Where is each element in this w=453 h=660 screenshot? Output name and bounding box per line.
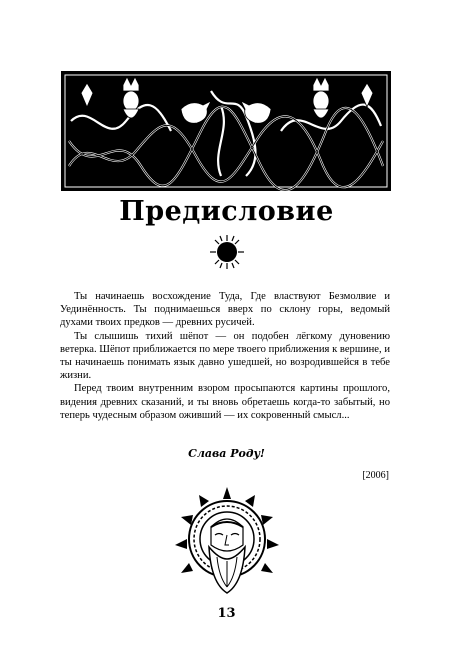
page-title: Предисловие — [119, 196, 334, 227]
closing-slogan: Слава Роду! — [188, 447, 265, 460]
bearded-face-medallion-icon — [175, 487, 279, 605]
paragraph-2: Ты слышишь тихий шёпот — он подобен лёгкому дуновению ветерка. Шёпот приближается по мере твоего приближения к вершине, и ты начинаешь понимать язык давно ушедшей, но возродившейся в тебе жизни. — [60, 330, 390, 382]
preface-body — [60, 290, 390, 422]
sun-ornament-icon — [209, 234, 245, 270]
paragraph-3: Перед твоим внутренним взором просыпаются картины прошлого, видения древних сказаний, и ты вновь обретаешь когда-то забытый, но теперь чудесным образом оживший — их сокровенный смысл... — [60, 383, 390, 421]
year-note: [2006] — [362, 470, 389, 481]
page-number: 13 — [217, 606, 236, 621]
paragraph-1: Ты начинаешь восхождение Туда, Где властвуют Безмолвие и Уединённость. Ты поднимаешься вверх по склону горы, ведомый духами твоих предков — древних русичей. — [60, 291, 390, 329]
knotwork-banner-illustration — [61, 71, 391, 191]
